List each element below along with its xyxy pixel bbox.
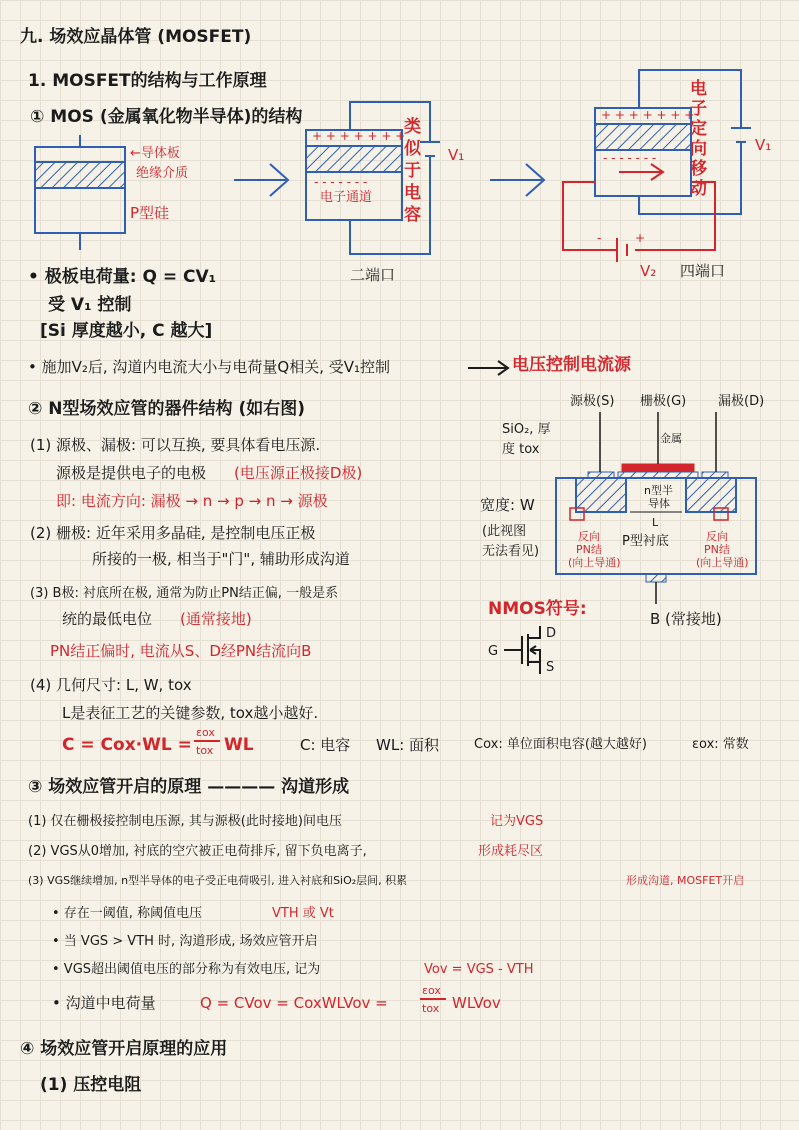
s3-l2-red: 形成耗尽区 (478, 844, 544, 859)
fraction-bar (420, 998, 446, 1000)
s2-p2b: 所接的一极, 相当于"门", 辅助形成沟道 (92, 550, 350, 568)
s3-b4: • 沟道中电荷量 (52, 994, 156, 1012)
capacitor-side-2: 似 (404, 139, 421, 159)
s2-p3a: (3) B极: 衬底所在极, 通常为防止PN结正偏, 一般是系 (30, 586, 339, 601)
length-label: L (652, 516, 659, 529)
electron-side-3: 定 (690, 119, 707, 139)
s3-b4-red-2: WLVov (452, 994, 501, 1012)
electron-side-4: 向 (690, 139, 707, 159)
page-title: 九. 场效应晶体管 (MOSFET) (20, 27, 252, 47)
mos-structure-title: ① MOS (金属氧化物半导体)的结构 (30, 107, 303, 127)
width-note-2: 无法看见) (482, 544, 540, 559)
pn-left-1: 反向 (578, 530, 600, 543)
svg-text:+ + + + + + +: + + + + + + + (312, 129, 406, 143)
section-1-title: 1. MOSFET的结构与工作原理 (28, 71, 267, 91)
metal-label: 金属 (660, 432, 682, 445)
s3-b3: • VGS超出阈值电压的部分称为有效电压, 记为 (52, 962, 321, 977)
electron-side-6: 动 (690, 179, 707, 199)
section-4-title: ④ 场效应管开启原理的应用 (20, 1039, 228, 1059)
drain-label: 漏极(D) (718, 394, 765, 409)
four-port-caption: 四端口 (680, 262, 726, 280)
v2-label: V₂ (640, 262, 657, 280)
section-3-title: ③ 场效应管开启的原理 ———— 沟道形成 (28, 777, 350, 797)
pn-right-3: (向上导通) (696, 556, 749, 569)
wl-meaning: WL: 面积 (376, 736, 440, 754)
n-type-label-2: 导体 (648, 497, 670, 510)
s3-b1-red: VTH 或 Vt (272, 906, 334, 921)
electron-side-1: 电 (690, 79, 707, 99)
arrow-right-icon (232, 160, 292, 200)
s3-l2: (2) VGS从0增加, 衬底的空穴被正电荷排斥, 留下负电离子, (28, 844, 367, 859)
s3-b4-red: Q = CVov = CoxWLVov = (200, 994, 388, 1012)
s3-b2: • 当 VGS > VTH 时, 沟道形成, 场效应管开启 (52, 934, 318, 949)
s2-p1b-red: (电压源正极接D极) (234, 464, 363, 482)
capacitor-side-4: 电 (404, 183, 421, 203)
v1-label-2: V₁ (755, 136, 772, 154)
s2-p1: (1) 源极、漏极: 可以互换, 要具体看电压源. (30, 436, 321, 454)
symbol-s: S (546, 660, 555, 675)
s3-l1: (1) 仅在栅极接控制电压源, 其与源极(此时接地)间电压 (28, 814, 342, 829)
s2-p1c: 即: 电流方向: 漏极 → n → p → n → 源极 (56, 492, 328, 510)
svg-text:+: + (635, 231, 646, 245)
voltage-controlled-source: 电压控制电流源 (512, 355, 631, 375)
capacitor-side-5: 容 (404, 205, 421, 225)
tox-denominator: tox (196, 744, 214, 757)
n-type-label: n型半 (644, 484, 673, 497)
s3-b3-red: Vov = VGS - VTH (424, 962, 534, 977)
gate-label: 栅极(G) (640, 394, 687, 409)
s2-p4b: L是表征工艺的关键参数, tox越小越好. (62, 704, 319, 722)
fraction-bar (194, 740, 220, 742)
s2-p4: (4) 几何尺寸: L, W, tox (30, 676, 192, 694)
s2-p1b: 源极是提供电子的电极 (56, 464, 207, 482)
insulator-label: 绝缘介质 (136, 166, 189, 181)
charge-formula: • 极板电荷量: Q = CV₁ (28, 267, 217, 287)
body-label: B (常接地) (650, 610, 722, 628)
pn-right-2: PN结 (704, 543, 730, 556)
eox-meaning: εox: 常数 (692, 737, 749, 752)
s2-p3b-red: (通常接地) (180, 610, 252, 628)
mos-structure-figure (25, 135, 225, 255)
b4-eps: εox (422, 984, 441, 997)
arrow-right-icon (488, 160, 548, 200)
section-2-title: ② N型场效应管的器件结构 (如右图) (28, 399, 305, 419)
symbol-d: D (546, 626, 557, 641)
svg-text:-: - (597, 231, 602, 245)
electron-side-2: 子 (690, 99, 707, 119)
width-label: 宽度: W (480, 496, 535, 514)
symbol-g: G (488, 644, 499, 659)
control-note: 受 V₁ 控制 (48, 295, 132, 315)
electron-side-5: 移 (690, 159, 707, 179)
pn-left-2: PN结 (576, 543, 602, 556)
capacitance-formula: C = Cox·WL = (62, 735, 192, 755)
capacitor-side-3: 于 (404, 161, 421, 181)
s3-b1: • 存在一阈值, 称阈值电压 (52, 906, 203, 921)
two-port-caption: 二端口 (350, 266, 396, 284)
four-port-figure (555, 64, 770, 274)
conductor-plate-label: ←导体板 (130, 146, 180, 161)
cox-meaning: Cox: 单位面积电容(越大越好) (474, 737, 647, 752)
svg-text:+ + + + + + +: + + + + + + + (601, 108, 695, 122)
channel-label: 电子通道 (320, 190, 373, 205)
sio2-label: SiO₂, 厚 (502, 422, 551, 437)
s2-p3c: PN结正偏时, 电流从S、D经PN结流向B (50, 642, 312, 660)
pn-right-1: 反向 (706, 530, 728, 543)
s3-l3-red: 形成沟道, MOSFET开启 (626, 874, 745, 887)
p-silicon-label: P型硅 (130, 204, 170, 222)
svg-text:- - - - - - -: - - - - - - - (603, 151, 657, 165)
wl-term: WL (224, 735, 254, 755)
b4-tox: tox (422, 1002, 440, 1015)
s3-l1-red: 记为VGS (490, 814, 544, 829)
arrow-right-icon (466, 358, 512, 378)
eps-numerator: εox (196, 726, 215, 739)
svg-text:- - - - - - -: - - - - - - - (314, 175, 368, 189)
source-label: 源极(S) (570, 394, 615, 409)
thickness-note: [Si 厚度越小, C 越大] (40, 321, 213, 341)
nmos-symbol-label: NMOS符号: (488, 599, 587, 619)
pn-left-3: (向上导通) (568, 556, 621, 569)
s2-p2a: (2) 栅极: 近年采用多晶硅, 是控制电压正极 (30, 524, 316, 542)
s4-l1: (1) 压控电阻 (40, 1075, 142, 1095)
s2-p3b: 统的最低电位 (62, 610, 153, 628)
width-note-1: (此视图 (482, 524, 527, 539)
apply-text: • 施加V₂后, 沟道内电流大小与电荷量Q相关, 受V₁控制 (28, 358, 391, 376)
p-substrate-label: P型衬底 (622, 534, 669, 549)
v1-label: V₁ (448, 146, 465, 164)
sio2-label-2: 度 tox (502, 442, 540, 457)
c-meaning: C: 电容 (300, 736, 351, 754)
capacitor-side-1: 类 (404, 117, 421, 137)
s3-l3: (3) VGS继续增加, n型半导体的电子受正电荷吸引, 进入衬底和SiO₂层间, 积累 (28, 874, 408, 887)
